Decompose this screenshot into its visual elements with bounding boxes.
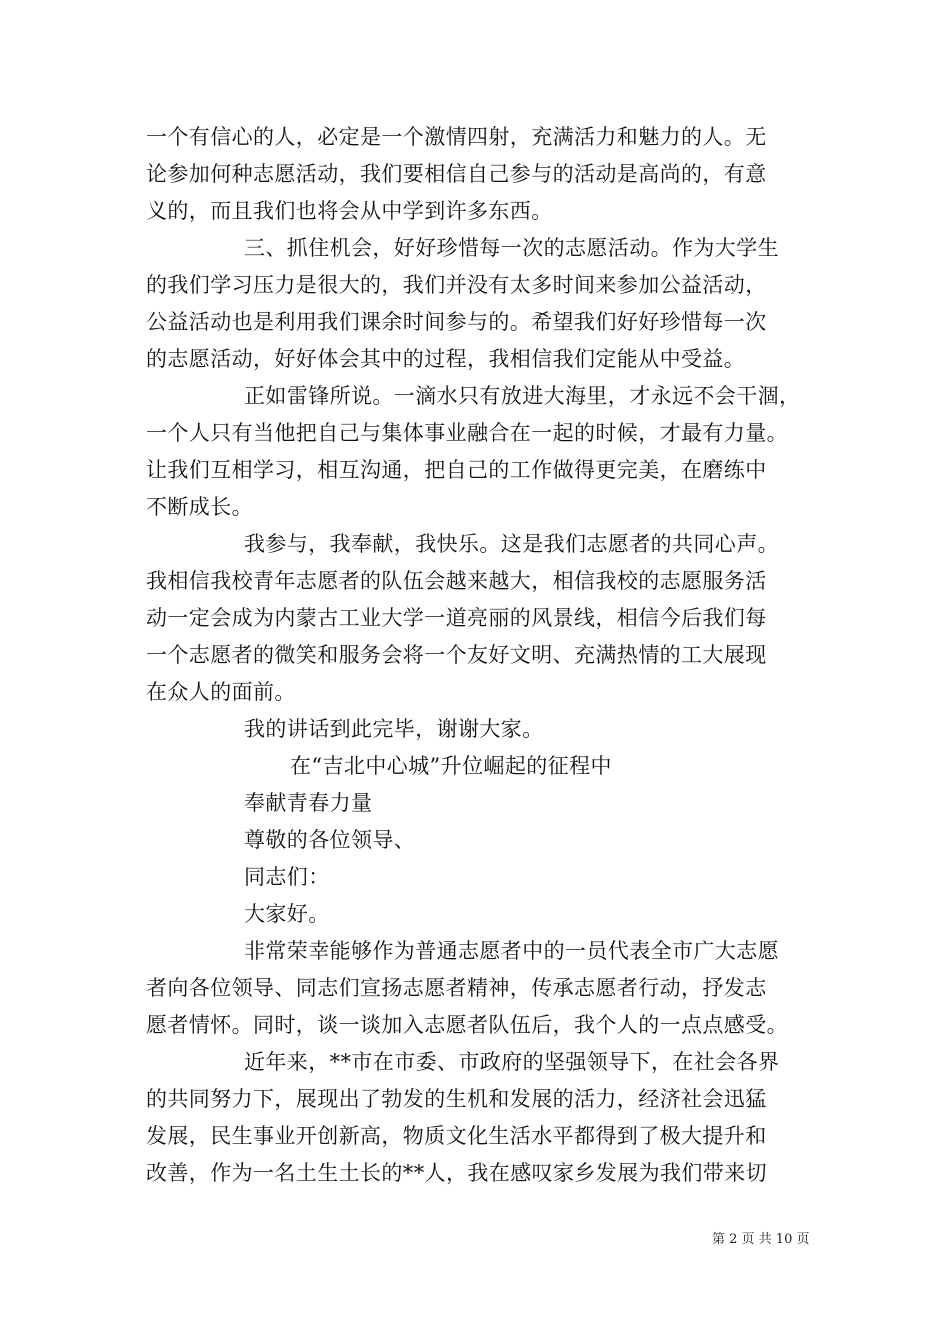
text-line: 的共同努力下，展现出了勃发的生机和发展的活力，经济社会迅猛 — [146, 1087, 767, 1111]
text-line: 三、抓住机会，好好珍惜每一次的志愿活动。作为大学生 — [244, 236, 779, 260]
text-line: 义的，而且我们也将会从中学到许多东西。 — [146, 199, 553, 223]
text-line: 的我们学习压力是很大的，我们并没有太多时间来参加公益活动， — [146, 273, 767, 297]
text-line: 近年来，**市在市委、市政府的坚强领导下，在社会各界 — [244, 1050, 780, 1074]
text-line: 改善，作为一名土生土长的**人，我在感叹家乡发展为我们带来切 — [146, 1161, 767, 1185]
page-number-footer: 第 2 页 共 10 页 — [712, 1232, 810, 1247]
text-line: 非常荣幸能够作为普通志愿者中的一员代表全市广大志愿 — [244, 939, 779, 963]
greeting-line: 大家好。 — [244, 902, 330, 926]
text-line: 一个人只有当他把自己与集体事业融合在一起的时候，才最有力量。 — [146, 421, 788, 445]
text-line: 一个志愿者的微笑和服务会将一个友好文明、充满热情的工大展现 — [146, 643, 767, 667]
text-line: 我参与，我奉献，我快乐。这是我们志愿者的共同心声。 — [244, 532, 779, 556]
salutation-line: 尊敬的各位领导、 — [244, 828, 416, 852]
text-line: 让我们互相学习，相互沟通，把自己的工作做得更完美，在磨练中 — [146, 458, 767, 482]
text-line: 公益活动也是利用我们课余时间参与的。希望我们好好珍惜每一次 — [146, 310, 767, 334]
text-line: 我相信我校青年志愿者的队伍会越来越大，相信我校的志愿服务活 — [146, 569, 767, 593]
text-line: 不断成长。 — [146, 495, 253, 519]
section-subtitle: 奉献青春力量 — [244, 791, 373, 815]
section-title: 在“吉北中心城”升位崛起的征程中 — [290, 754, 612, 778]
text-line: 我的讲话到此完毕，谢谢大家。 — [244, 717, 544, 741]
text-line: 正如雷锋所说。一滴水只有放进大海里，才永远不会干涸， — [244, 384, 801, 408]
text-line: 愿者情怀。同时，谈一谈加入志愿者队伍后，我个人的一点点感受。 — [146, 1013, 788, 1037]
salutation-line: 同志们： — [244, 865, 330, 889]
text-line: 的志愿活动，好好体会其中的过程，我相信我们定能从中受益。 — [146, 347, 746, 371]
text-line: 在众人的面前。 — [146, 680, 296, 704]
text-line: 发展，民生事业开创新高，物质文化生活水平都得到了极大提升和 — [146, 1124, 767, 1148]
text-line: 一个有信心的人，必定是一个激情四射，充满活力和魅力的人。无 — [146, 125, 767, 149]
text-line: 论参加何种志愿活动，我们要相信自己参与的活动是高尚的，有意 — [146, 162, 767, 186]
text-line: 动一定会成为内蒙古工业大学一道亮丽的风景线，相信今后我们每 — [146, 606, 767, 630]
text-line: 者向各位领导、同志们宣扬志愿者精神，传承志愿者行动，抒发志 — [146, 976, 767, 1000]
